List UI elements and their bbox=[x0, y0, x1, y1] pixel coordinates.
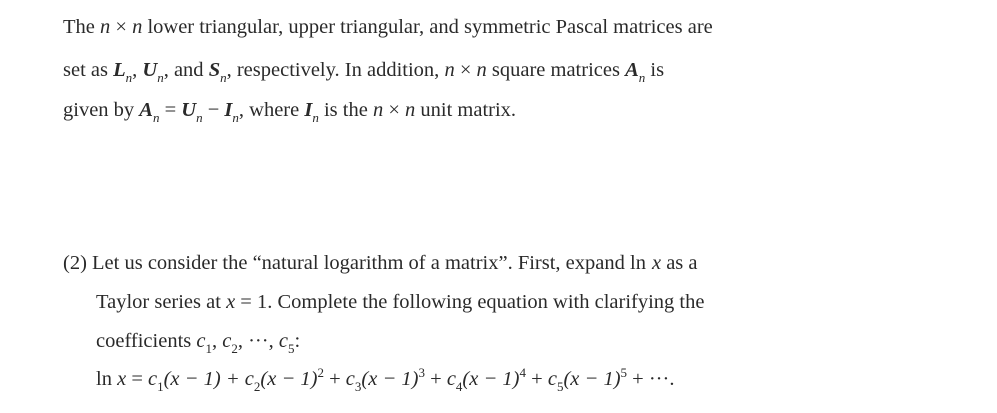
math-L: L bbox=[113, 59, 126, 81]
math-U: U bbox=[142, 59, 158, 81]
text: Taylor series at bbox=[96, 291, 227, 313]
question-line-3 bbox=[96, 328, 301, 357]
math-c: c bbox=[278, 330, 288, 352]
math-c: c bbox=[148, 368, 158, 390]
text: , bbox=[132, 59, 143, 81]
math-n: n bbox=[132, 16, 143, 38]
math-n: n bbox=[100, 16, 111, 38]
intro-line-2 bbox=[63, 57, 665, 86]
math-sub: 5 bbox=[556, 379, 564, 395]
math-minus: − bbox=[202, 99, 225, 121]
question-line-2 bbox=[96, 289, 704, 315]
math-c: c bbox=[196, 330, 206, 352]
math-equals: = bbox=[159, 99, 182, 121]
math-c: c bbox=[244, 368, 254, 390]
text: The bbox=[63, 16, 100, 38]
math-sub: 1 bbox=[205, 341, 212, 357]
text: set as bbox=[63, 59, 114, 81]
math-sup: 4 bbox=[519, 365, 527, 381]
text: , ···, bbox=[237, 330, 279, 352]
taylor-equation bbox=[96, 365, 675, 395]
math-plus: + bbox=[526, 368, 548, 390]
math-I: I bbox=[304, 99, 313, 121]
math-times: × bbox=[110, 16, 133, 38]
math-sub: n bbox=[196, 110, 203, 126]
math-sub: 2 bbox=[231, 341, 238, 357]
question-line-1 bbox=[63, 250, 698, 276]
math-sub: n bbox=[220, 70, 227, 86]
math-n: n bbox=[444, 59, 455, 81]
term-body: (x − 1) bbox=[361, 368, 419, 390]
math-S: S bbox=[208, 59, 221, 81]
math-n: n bbox=[405, 99, 416, 121]
math-tail: + ···. bbox=[627, 368, 675, 390]
math-sub: 3 bbox=[354, 379, 362, 395]
math-times: × bbox=[383, 99, 406, 121]
math-plus: + bbox=[425, 368, 447, 390]
math-sub: 5 bbox=[287, 341, 295, 357]
text: coefficients bbox=[96, 330, 197, 352]
math-sub: n bbox=[312, 110, 319, 126]
math-plus: + bbox=[323, 368, 346, 390]
math-sub: n bbox=[157, 70, 164, 86]
math-n: n bbox=[372, 99, 384, 121]
term-body: (x − 1) bbox=[563, 368, 621, 390]
math-c: c bbox=[446, 368, 456, 390]
text: , bbox=[211, 330, 223, 352]
text: : bbox=[294, 330, 301, 352]
text: , where bbox=[238, 99, 305, 121]
math-c: c bbox=[345, 368, 355, 390]
math-sub: n bbox=[152, 110, 160, 126]
math-sub: 2 bbox=[253, 379, 261, 395]
math-x: x bbox=[226, 291, 236, 313]
text: as a bbox=[661, 252, 698, 274]
text: unit matrix. bbox=[415, 99, 517, 121]
math-times: × bbox=[454, 59, 477, 81]
intro-line-1 bbox=[63, 14, 713, 40]
math-sub: 1 bbox=[157, 379, 164, 395]
math-sup: 2 bbox=[317, 365, 324, 381]
text: lower triangular, upper triangular, and symmetric Pascal matrices are bbox=[142, 16, 713, 38]
term-body: (x − 1) bbox=[462, 368, 520, 390]
math-n: n bbox=[476, 59, 487, 81]
math-A: A bbox=[139, 99, 153, 121]
math-ln: ln bbox=[630, 252, 646, 274]
math-sup: 3 bbox=[418, 365, 425, 381]
math-I: I bbox=[224, 99, 233, 121]
math-c: c bbox=[222, 330, 232, 352]
math-sub: 4 bbox=[455, 379, 463, 395]
intro-line-3 bbox=[63, 97, 517, 126]
text: given by bbox=[63, 99, 140, 121]
math-equals: = bbox=[126, 368, 148, 390]
text: is the bbox=[318, 99, 373, 121]
math-sub: n bbox=[125, 70, 133, 86]
text: square matrices bbox=[486, 59, 626, 81]
math-sub: n bbox=[638, 70, 646, 86]
text: is bbox=[645, 59, 665, 81]
text: , respectively. In addition, bbox=[226, 59, 445, 81]
term-body: (x − 1) + bbox=[163, 368, 245, 390]
math-x: x bbox=[117, 368, 127, 390]
math-sub: n bbox=[232, 110, 239, 126]
term-body: (x − 1) bbox=[260, 368, 318, 390]
math-x: x bbox=[651, 252, 662, 274]
text: = 1. Complete the following equation with clarifying the bbox=[235, 291, 705, 313]
text: (2) Let us consider the “natural logarithm of a matrix”. First, expand bbox=[63, 252, 630, 274]
math-ln: ln bbox=[96, 368, 118, 390]
math-A: A bbox=[625, 59, 639, 81]
math-c: c bbox=[547, 368, 557, 390]
math-U: U bbox=[181, 99, 197, 121]
math-sup: 5 bbox=[620, 365, 628, 381]
text: , and bbox=[163, 59, 209, 81]
